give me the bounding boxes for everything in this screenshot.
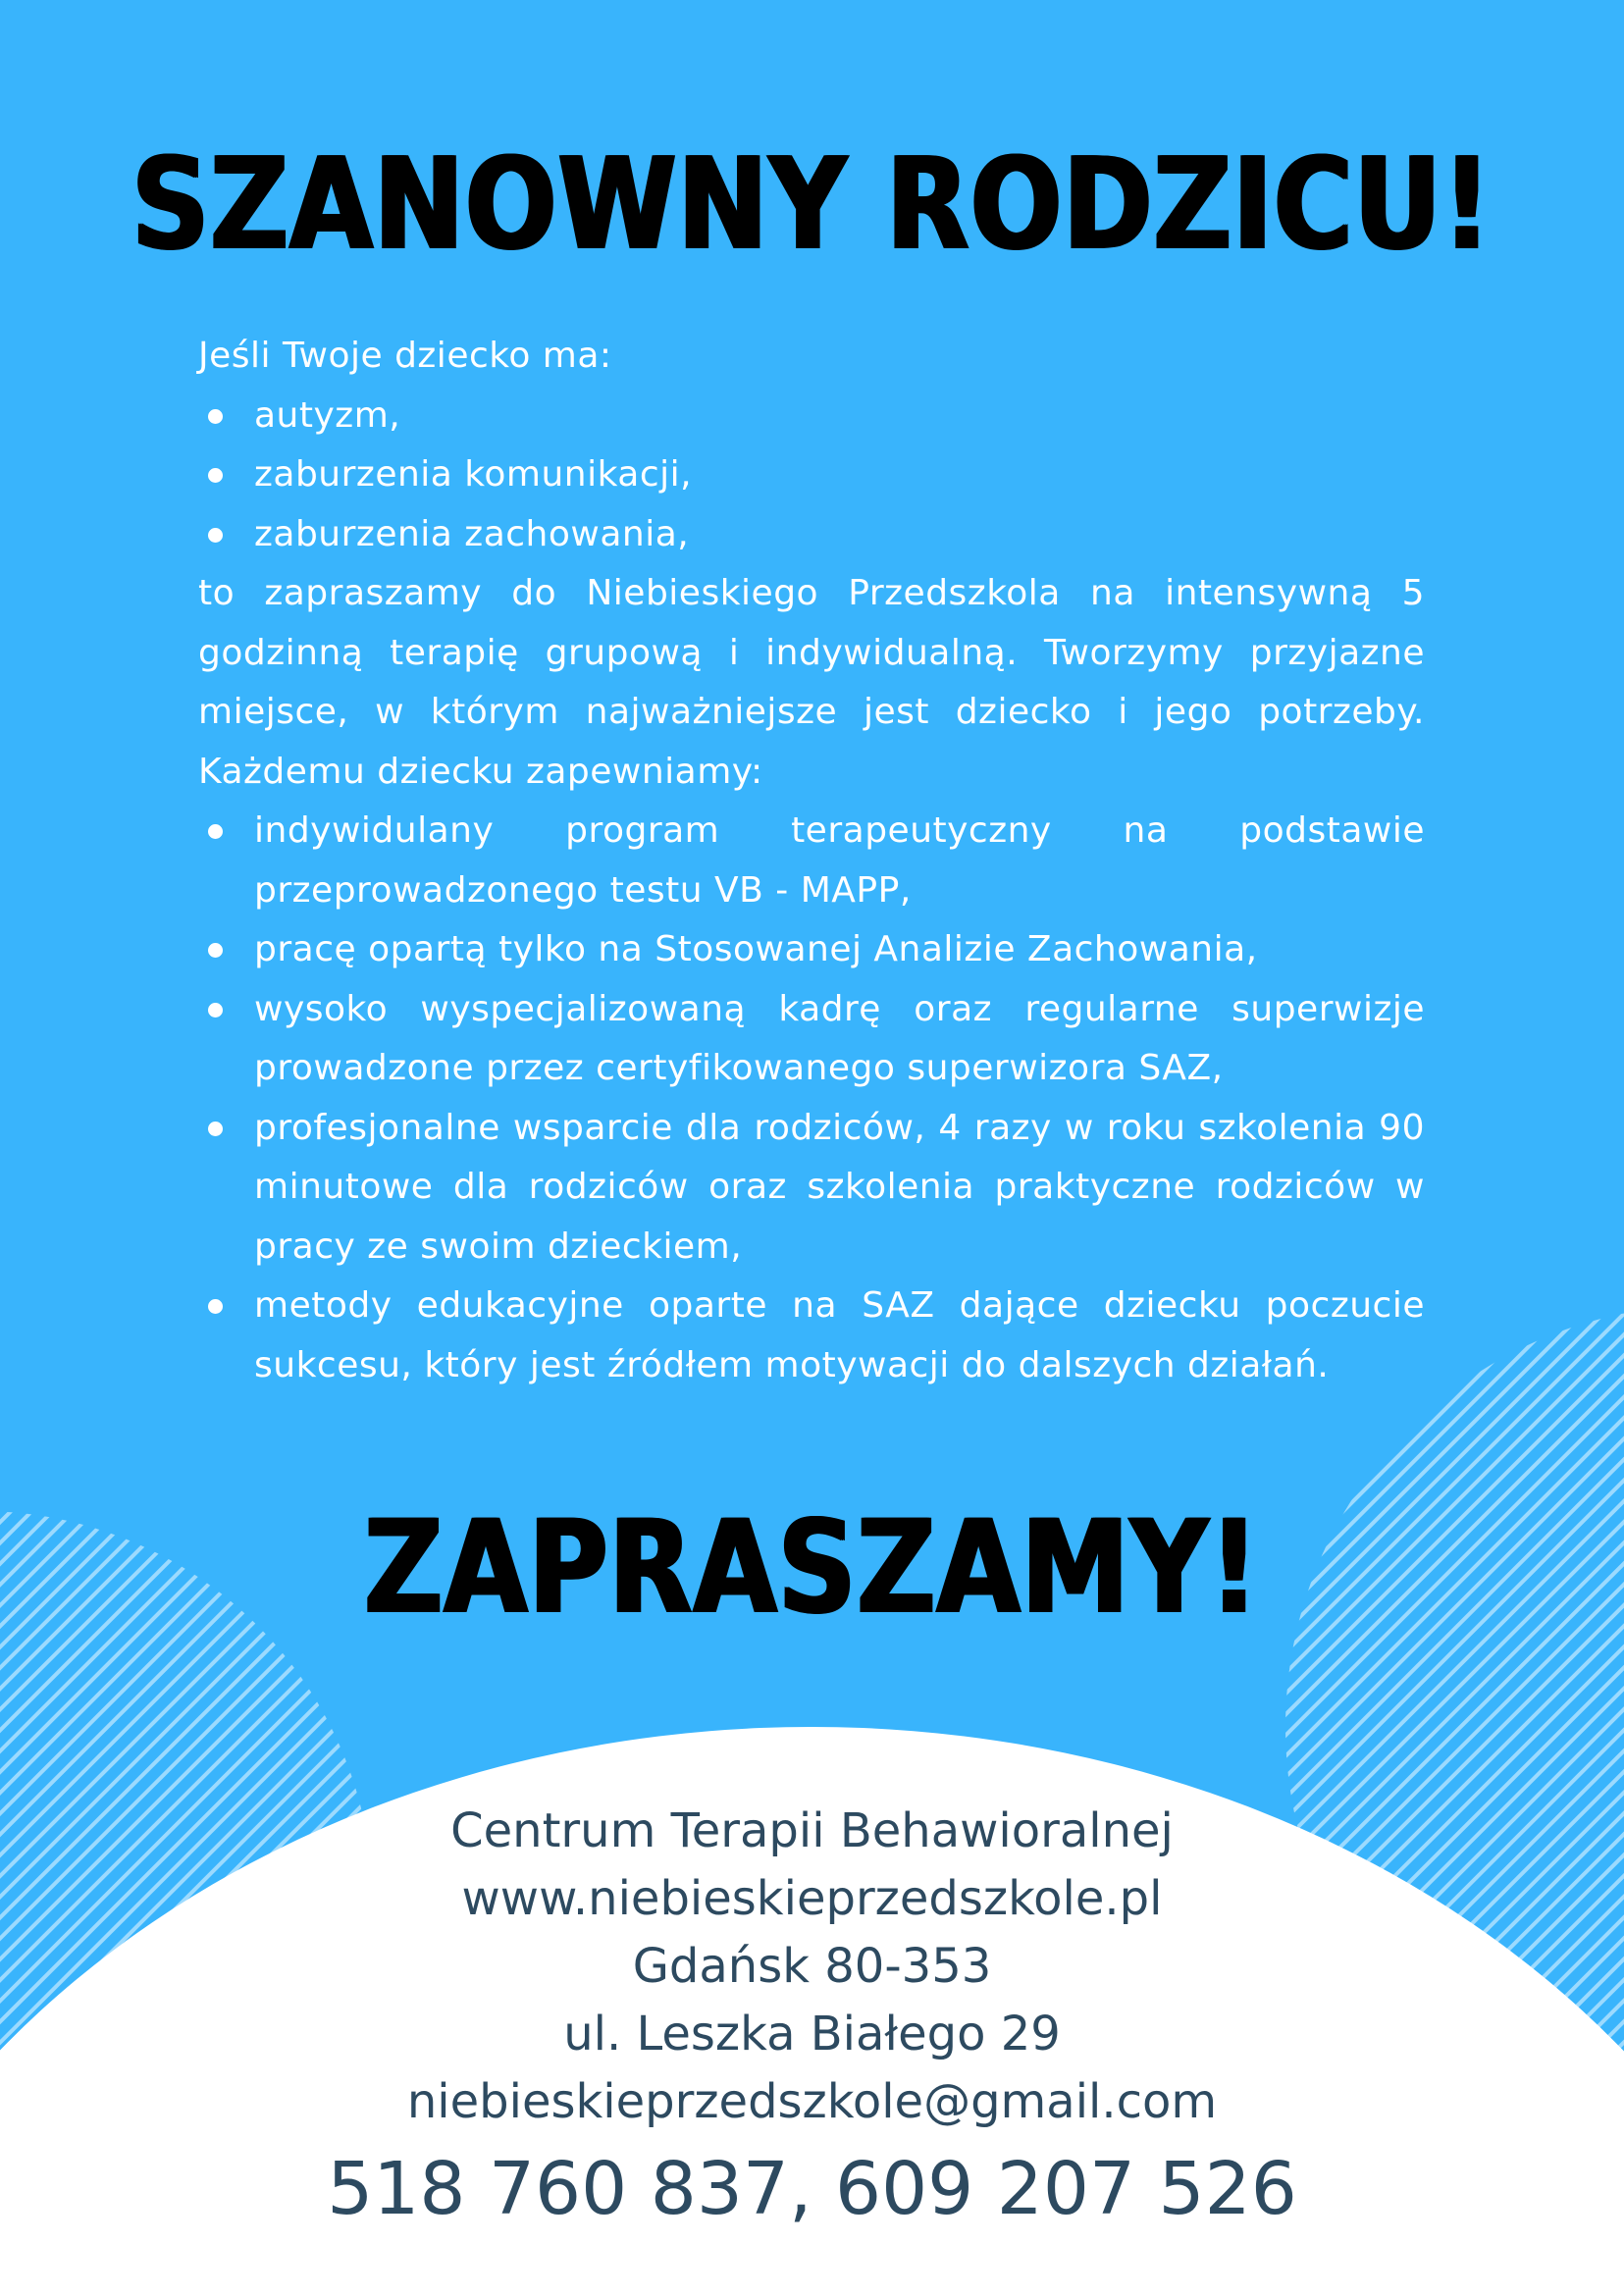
benefit-text: wysoko wyspecjalizowaną kadrę oraz regularne superwizje prowadzone przez certyfikowanego superwizora SAZ,	[254, 988, 1425, 1088]
benefit-text: profesjonalne wsparcie dla rodziców, 4 razy w roku szkolenia 90 minutowe dla rodziców oraz szkolenia praktyczne rodziców w pracy ze swoim dzieckiem,	[254, 1107, 1425, 1267]
benefit-item	[198, 1277, 1425, 1395]
conditions-list	[198, 387, 1425, 565]
bullet-icon	[208, 824, 223, 839]
bullet-icon	[208, 528, 223, 543]
benefits-list	[198, 802, 1425, 1395]
condition-text: zaburzenia zachowania,	[254, 513, 690, 554]
bullet-icon	[208, 1122, 223, 1136]
benefit-item	[198, 1099, 1425, 1278]
invitation-paragraph: to zapraszamy do Niebieskiego Przedszkola na intensywną 5 godzinną terapię grupową i indywidualną. Tworzymy przyjazne miejsce, w którym najważniejsze jest dziecko i jego potrzeby. Każdemu dziecku zapewniamy:	[198, 573, 1425, 792]
benefit-text: metody edukacyjne oparte na SAZ dające dziecku poczucie sukcesu, który jest źródłem motywacji do dalszych działań.	[254, 1285, 1425, 1385]
condition-text: autyzm,	[254, 394, 401, 436]
street-address: ul. Leszka Białego 29	[563, 2007, 1061, 2061]
condition-item	[198, 445, 1425, 505]
intro-text: Jeśli Twoje dziecko ma:	[198, 336, 612, 376]
bullet-icon	[208, 943, 223, 958]
benefit-item	[198, 802, 1425, 920]
email-link[interactable]: niebieskieprzedszkole@gmail.com	[406, 2074, 1218, 2129]
phone-numbers: 518 760 837, 609 207 526	[327, 2147, 1297, 2231]
condition-text: zaburzenia komunikacji,	[254, 454, 693, 495]
letter-body	[198, 327, 1425, 1395]
bullet-icon	[208, 1299, 223, 1314]
page-title: SZANOWNY RODZICU!	[131, 130, 1493, 279]
benefit-item	[198, 980, 1425, 1099]
call-to-action-heading: ZAPRASZAMY!	[364, 1492, 1260, 1644]
website-link[interactable]: www.niebieskieprzedszkole.pl	[461, 1871, 1163, 1926]
benefit-text: indywidulany program terapeutyczny na podstawie przeprowadzonego testu VB - MAPP,	[254, 810, 1425, 911]
bullet-icon	[208, 1003, 223, 1018]
bullet-icon	[208, 409, 223, 424]
benefit-text: pracę opartą tylko na Stosowanej Analizie Zachowania,	[254, 929, 1258, 969]
benefit-item	[198, 920, 1425, 980]
bullet-icon	[208, 468, 223, 483]
condition-item	[198, 387, 1425, 446]
organization-name: Centrum Terapii Behawioralnej	[450, 1803, 1174, 1858]
city-postcode: Gdańsk 80-353	[632, 1939, 992, 1994]
condition-item	[198, 505, 1425, 565]
contact-block	[0, 1798, 1624, 2238]
